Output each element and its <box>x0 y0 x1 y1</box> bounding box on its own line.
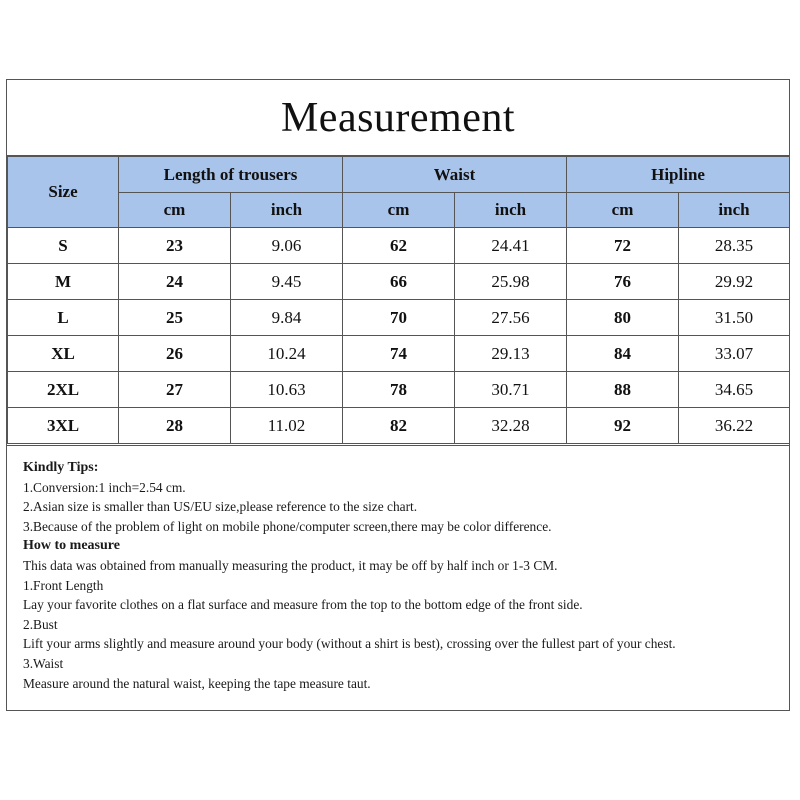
measure-line: Measure around the natural waist, keeping the tape measure taut. <box>23 675 371 691</box>
hipline-cm-cell: 72 <box>567 228 679 264</box>
table-row <box>8 372 790 408</box>
tip-line: 2.Asian size is smaller than US/EU size,please reference to the size chart. <box>23 499 418 515</box>
unit-header: inch <box>455 193 567 228</box>
table-row <box>8 408 790 444</box>
table-row <box>8 336 790 372</box>
measure-heading: How to measure <box>23 538 120 554</box>
length-inch-cell: 9.06 <box>231 228 343 264</box>
waist-cm-cell: 82 <box>343 408 455 444</box>
unit-header: inch <box>679 193 790 228</box>
measure-line: 3.Waist <box>23 655 64 671</box>
group-header-waist: Waist <box>343 157 567 193</box>
length-inch-cell: 9.45 <box>231 264 343 300</box>
hipline-cm-cell: 92 <box>567 408 679 444</box>
waist-cm-cell: 70 <box>343 300 455 336</box>
length-cm-cell: 28 <box>119 408 231 444</box>
waist-inch-cell: 27.56 <box>455 300 567 336</box>
hipline-cm-cell: 80 <box>567 300 679 336</box>
hipline-cm-cell: 88 <box>567 372 679 408</box>
length-cm-cell: 24 <box>119 264 231 300</box>
size-cell: 2XL <box>8 372 119 408</box>
size-cell: XL <box>8 336 119 372</box>
length-inch-cell: 10.24 <box>231 336 343 372</box>
waist-inch-cell: 25.98 <box>455 264 567 300</box>
group-header-hipline: Hipline <box>567 157 790 193</box>
waist-inch-cell: 24.41 <box>455 228 567 264</box>
measure-line: 2.Bust <box>23 616 58 632</box>
waist-cm-cell: 78 <box>343 372 455 408</box>
waist-cm-cell: 74 <box>343 336 455 372</box>
length-inch-cell: 10.63 <box>231 372 343 408</box>
hipline-inch-cell: 36.22 <box>679 408 790 444</box>
tip-line: 1.Conversion:1 inch=2.54 cm. <box>23 479 186 495</box>
title-box <box>7 80 789 156</box>
size-cell: L <box>8 300 119 336</box>
tips-heading: Kindly Tips: <box>23 460 99 475</box>
unit-header: cm <box>567 193 679 228</box>
length-cm-cell: 25 <box>119 300 231 336</box>
waist-inch-cell: 29.13 <box>455 336 567 372</box>
unit-header: cm <box>119 193 231 228</box>
hipline-inch-cell: 28.35 <box>679 228 790 264</box>
hipline-inch-cell: 34.65 <box>679 372 790 408</box>
waist-inch-cell: 30.71 <box>455 372 567 408</box>
size-cell: 3XL <box>8 408 119 444</box>
table-row <box>8 228 790 264</box>
length-inch-cell: 9.84 <box>231 300 343 336</box>
waist-cm-cell: 62 <box>343 228 455 264</box>
length-cm-cell: 27 <box>119 372 231 408</box>
hipline-inch-cell: 29.92 <box>679 264 790 300</box>
group-header-length: Length of trousers <box>119 157 343 193</box>
page-title: Measurement <box>280 94 516 141</box>
length-inch-cell: 11.02 <box>231 408 343 444</box>
hipline-cm-cell: 84 <box>567 336 679 372</box>
length-cm-cell: 26 <box>119 336 231 372</box>
size-cell: S <box>8 228 119 264</box>
size-cell: M <box>8 264 119 300</box>
table-row <box>8 300 790 336</box>
table-row <box>8 264 790 300</box>
unit-header: cm <box>343 193 455 228</box>
size-column-header: Size <box>8 157 119 228</box>
measure-line: This data was obtained from manually measuring the product, it may be off by half inch or 1-3 CM. <box>23 557 558 573</box>
measure-line: Lay your favorite clothes on a flat surface and measure from the top to the bottom edge of the front side. <box>23 597 583 613</box>
size-table <box>7 156 790 444</box>
notes-section <box>7 445 789 710</box>
length-cm-cell: 23 <box>119 228 231 264</box>
hipline-inch-cell: 31.50 <box>679 300 790 336</box>
size-chart-sheet <box>6 79 790 711</box>
waist-cm-cell: 66 <box>343 264 455 300</box>
table-header <box>8 157 790 228</box>
table-body <box>8 228 790 444</box>
hipline-inch-cell: 33.07 <box>679 336 790 372</box>
tip-line: 3.Because of the problem of light on mobile phone/computer screen,there may be color difference. <box>23 518 552 534</box>
waist-inch-cell: 32.28 <box>455 408 567 444</box>
measure-line: Lift your arms slightly and measure around your body (without a shirt is best), crossing over the fullest part of your chest. <box>23 636 676 652</box>
hipline-cm-cell: 76 <box>567 264 679 300</box>
unit-header: inch <box>231 193 343 228</box>
measure-line: 1.Front Length <box>23 577 104 593</box>
